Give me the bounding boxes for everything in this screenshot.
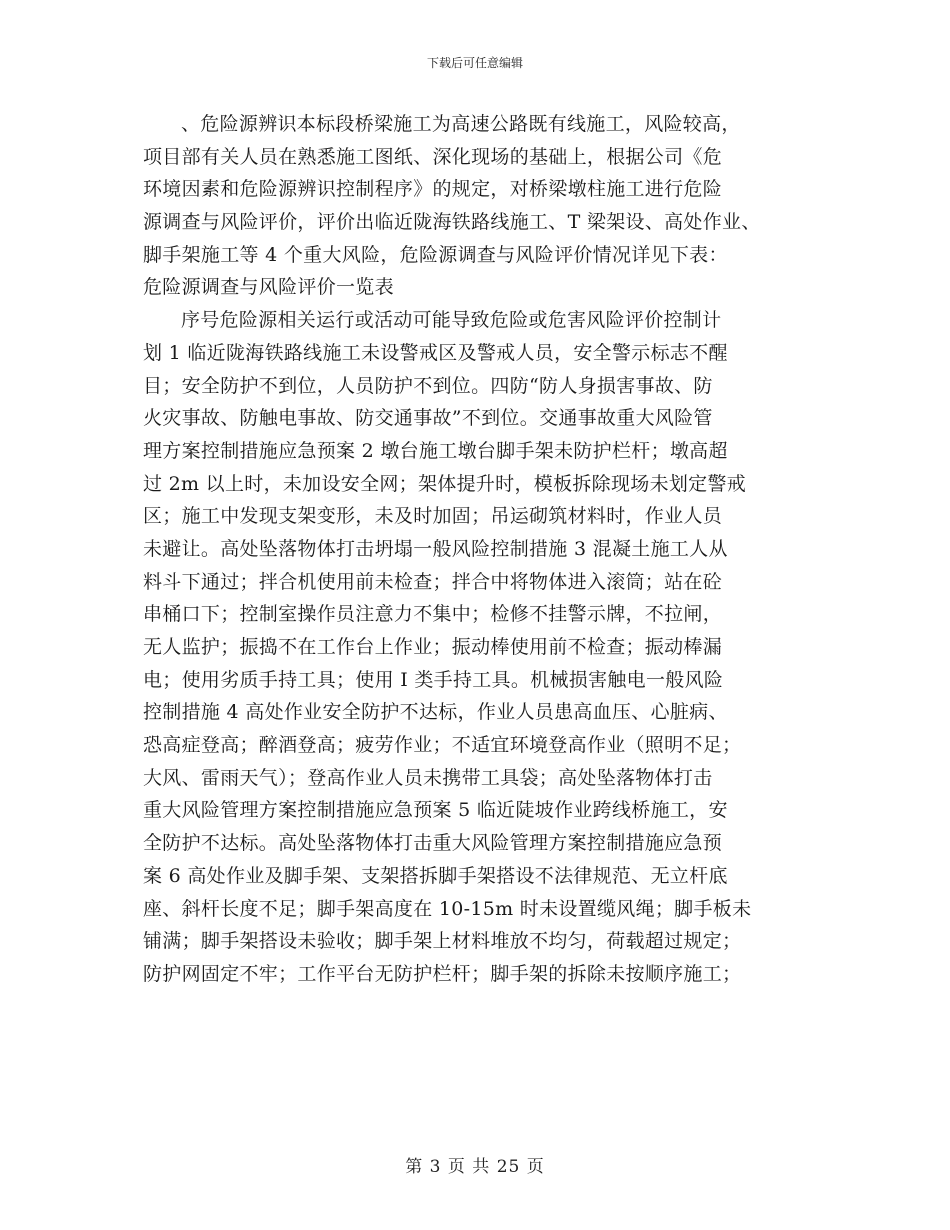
paragraph-line: 案 6 高处作业及脚手架、支架搭拆脚手架搭设不法律规范、无立杆底 <box>143 864 728 887</box>
paragraph-line: 目；安全防护不到位，人员防护不到位。四防“防人身损害事故、防 <box>143 374 713 397</box>
paragraph-line: 座、斜杆长度不足；脚手架高度在 10-15m 时未设置缆风绳；脚手板未 <box>143 897 752 920</box>
paragraph-line: 未避让。高处坠落物体打击坍塌一般风险控制措施 3 混凝土施工人从 <box>143 537 728 560</box>
paragraph-line: 铺满；脚手架搭设未验收；脚手架上材料堆放不均匀，荷载超过规定； <box>143 930 742 953</box>
table-title: 危险源调查与风险评价一览表 <box>143 276 394 299</box>
paragraph-line: 重大风险管理方案控制措施应急预案 5 临近陡坡作业跨线桥施工，安 <box>143 799 728 822</box>
paragraph-line: 划 1 临近陇海铁路线施工未设警戒区及警戒人员，安全警示标志不醒 <box>143 341 728 364</box>
paragraph-line: 无人监护；振捣不在工作台上作业；振动棒使用前不检查；振动棒漏 <box>143 636 723 658</box>
paragraph-line: 理方案控制措施应急预案 2 墩台施工墩台脚手架未防护栏杆；墩高超 <box>143 439 728 462</box>
page-number-footer: 第 3 页 共 25 页 <box>405 1157 545 1177</box>
document-body <box>143 108 807 991</box>
paragraph-line: 料斗下通过；拌合机使用前未检查；拌合中将物体进入滚筒；站在砼 <box>143 570 723 593</box>
paragraph-line: 电；使用劣质手持工具；使用 I 类手持工具。机械损害触电一般风险 <box>143 668 724 691</box>
paragraph-line: 防护网固定不牢；工作平台无防护栏杆；脚手架的拆除未按顺序施工； <box>143 962 742 985</box>
paragraph-line: 火灾事故、防触电事故、防交通事故”不到位。交通事故重大风险管 <box>143 407 713 430</box>
paragraph-line: 、危险源辨识本标段桥梁施工为高速公路既有线施工，风险较高， <box>181 113 741 135</box>
paragraph-line: 项目部有关人员在熟悉施工图纸、深化现场的基础上，根据公司《危 <box>143 145 723 168</box>
paragraph-line: 大风、雷雨天气）；登高作业人员未携带工具袋；高处坠落物体打击 <box>143 766 713 789</box>
paragraph-line: 串桶口下；控制室操作员注意力不集中；检修不挂警示牌，不拉闸， <box>143 603 723 626</box>
paragraph-line: 全防护不达标。高处坠落物体打击重大风险管理方案控制措施应急预 <box>143 832 723 855</box>
paragraph-line: 控制措施 4 高处作业安全防护不达标，作业人员患高血压、心脏病、 <box>143 701 728 724</box>
paragraph-line: 脚手架施工等 4 个重大风险，危险源调查与风险评价情况详见下表： <box>143 243 728 266</box>
paragraph-line: 恐高症登高；醉酒登高；疲劳作业；不适宜环境登高作业（照明不足； <box>143 734 742 757</box>
paragraph-line: 环境因素和危险源辨识控制程序》的规定，对桥梁墩柱施工进行危险 <box>143 178 723 201</box>
paragraph-line: 源调查与风险评价，评价出临近陇海铁路线施工、T 梁架设、高处作业、 <box>143 211 761 234</box>
paragraph-line: 过 2m 以上时，未加设安全网；架体提升时，模板拆除现场未划定警戒 <box>143 472 747 495</box>
paragraph-line: 区；施工中发现支架变形，未及时加固；吊运砌筑材料时，作业人员 <box>143 505 723 528</box>
page-header: 下载后可任意编辑 <box>426 56 523 70</box>
paragraph-line: 序号危险源相关运行或活动可能导致危险或危害风险评价控制计 <box>181 309 722 332</box>
